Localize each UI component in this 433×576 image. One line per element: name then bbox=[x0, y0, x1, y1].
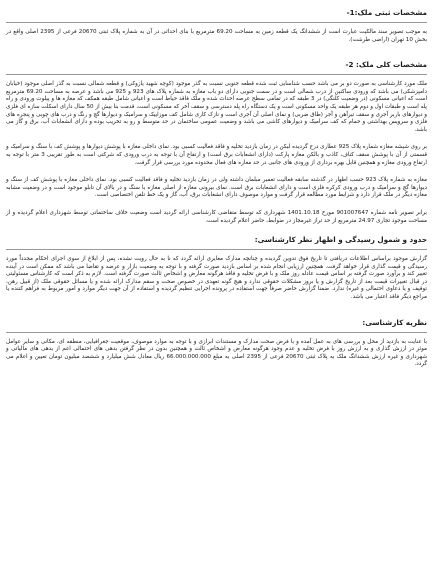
section-heading: نظریه کارشناسی: bbox=[362, 317, 427, 327]
section-heading: مشخصات کلی ملک: 2- bbox=[345, 60, 427, 70]
paragraph: گزارش موجود براساس اطلاعات دریافتی تا تاریخ فوق تدوین گردیده و چنانچه مدارک مغایری ارائه گردد که نا به حال رویت نشده، پس از ابلاغ از سوی اجرای احکام مجدداً مورد رسیدگی و قیمت گذاری قرار خواهد گرفت. همچنین ارزیابی انجام شده بر اساس بازدید صورت گرفته و با توجه به وضعیت بازار و عرضه و تقاضا می باشد که ممکن است در آینده تغییر کند و برآورد صورت گرفته بر اساس قیمت عادله روز ملک و با فرض تخلیه و فاقد هرگونه معارض و اشخاص ثالث صورت گرفته است. لازم به ذکر است که کارشناس مسئولیتی در قبال تغییرات قیمت بعد از تاریخ گزارش و یا بروز مشکلات حقوقی ندارد و هیچ گونه تعهدی در خصوص صحت و سقم مدارک ارائه شده و یا مسائل حقوقی ملک (از قبیل رهن، توقیف و یا دعاوی احتمالی و غیره) ندارد. ضمنا گزارش حاضر صرفاً جهت استفاده در پرونده اجرایی تنظیم گردیده و استفاده از آن جهت دیگر موارد و امور مربوط به فراهم کننده یا مراجع دیگر فاقد اعتبار می باشد. bbox=[6, 256, 427, 301]
section-heading: حدود و شمول رسیدگی و اظهار نظر کارشناسی: bbox=[254, 235, 427, 245]
section-municipality-letter bbox=[6, 210, 427, 225]
divider bbox=[6, 74, 427, 75]
divider bbox=[6, 22, 427, 23]
divider bbox=[6, 332, 427, 333]
section-shop-923 bbox=[6, 177, 427, 200]
section-shop-925 bbox=[6, 144, 427, 167]
section-expert-opinion bbox=[6, 318, 427, 369]
section-general-specs bbox=[6, 60, 427, 134]
paragraph: ملک مورد کارشناسی به صورت دو بر می باشد حسب شناسایی ثبت شده قطعه جنوبی نسبت به گذر موجود (کوچه شهید یازوکی) و قطعه شمالی نسبت به گذر اصلی موجود (خیابان دامپزشکی) می باشد که ورودی ساکنین از درب شمالی است و در سمت جنوبی دارای دو باب مغازه به شماره پلاک های 923 و 925 می باشد و عرصه به مساحت 69.20 مترمربع است که اعیانی مسکونی (در وضعیت کلنگی) در 3 طبقه که در تمامی سطح عرصه احداث شده و ملک فاقد حیاط است و اعیانی شامل طبقه همکف که مغازه ها و پیلوت ورودی و راه پله است و طبقات اول و دوم هر طبقه یک واحد مسکونی است و یک دستگاه راه پله دسترسی و سقف آخر که مسکونی است، قدمت بنا بیش از 50 سال دارای اسکلت سازه ای فلزی و دیوارهای باربر آجری و سقف تیرآهن و آجر (طاق ضربی) و نمای اصلی آن آجری است و نازک کاری شامل کف موزاییک و سرامیک و دیوارها گچ و رنگ و درب های چوبی و پنجره های فلزی و سرویس بهداشتی و حمام که کف سرامیک و دیوارهای کاشی می باشد و وضعیت عمومی ساختمان در حد متوسط و رو به تخریب بوده و دارای انشعابات آب، برق و گاز می باشد. bbox=[6, 81, 427, 133]
paragraph: مغازه به شماره پلاک 923 حسب اظهار در گذشته سابقه فعالیت تعمیر مبلمان داشته ولی در زمان بازدید تخلیه و فاقد فعالیت کسبی بود. نمای داخلی مغازه با پوشش کف از سنگ و دیوارها گچ و سرامیک و درب ورودی کرکره فلزی است و دارای انشعابات برق است. نمای بیرونی مغازه از اصلی مغازه با سنگ و در بالای آن تابلو موجود است و در وضعیت مشابه مغازه دیگر در ملک قرار دارد و شرایط مورد مطالعه قرار گرفت و موارد موصوف دارای انشعابات برق، آب، گاز و یک خط تلفن اختصاصی است. bbox=[6, 177, 428, 199]
section-scope bbox=[6, 235, 427, 302]
section-heading: مشخصات ثبتی ملک:1- bbox=[346, 8, 427, 17]
section-registration bbox=[6, 8, 427, 44]
divider bbox=[6, 249, 427, 250]
paragraph: بر روی شیشه مغازه شماره پلاک 925 عطاری درج گردیده لیکن در زمان بازدید تخلیه و فاقد فعالیت کسبی بود. نمای داخلی مغازه با پوشش دیوارها و پوشش کف با سنگ و سرامیک و قسمتی از آن با پوشش سقف کناف، کاذب و بالکن مغازه پارکت (دارای انشعابات برق است) و ارتفاع آن با توجه به درب ورودی که شرکتی است به طور تقریبی 3 متر با توجه به ارتفاع ورودی مغازه و همچنین قابل بهره برداری از ورودی های جانبی در حد مغازه های فعال محدوده مورد بررسی قرار گرفت. bbox=[6, 144, 427, 166]
paragraph: برابر تصویر نامه شماره 901007647 مورخ 1401.10.18 شهرداری که توسط متقاضی کارشناسی ارائه گردید است وضعیت خلاف ساختمانی توسط شهرداری اعلام گردیده و از مساحت موجود تجاری 24.97 مترمربع از حد تراز غیرمجاز در ضوابط، حاضر اعلام گردیده است. bbox=[6, 209, 427, 224]
paragraph: با عنایت به بازدید از محل و بررسی های به عمل آمده و با فرض صحت مدارک و مستندات ابرازی و با توجه به موارد موصوف، موقعیت جغرافیایی، منطقه ای، مکانی و سایر عوامل موثر در ارزش گذاری و به ارزش روز با فرض تخلیه و عدم وجود هرگونه معارض و اشخاص ثالث و همچنین بدون در نظر گرفتن بدهی های احتمالی اعم از بدهی های مالیاتی و شهرداری و غیره ارزش ششدانگ ملک به پلاک ثبتی 20670 فرعی از 2395 اصلی به مبلغ 66.000.000.000 ریال معادل شش میلیارد و ششصد میلیون تومان تعیین و اعلام می گردد. bbox=[6, 338, 428, 368]
paragraph: به موجب تصویر سند مالکیت عبارت است از ششدانگ یک قطعه زمین به مساحت 69.20 مترمربع با بنای احداثی در آن به شماره پلاک ثبتی 20670 فرعی از 2395 اصلی واقع در بخش 10 تهران (اراضی طرشت). bbox=[6, 29, 427, 43]
